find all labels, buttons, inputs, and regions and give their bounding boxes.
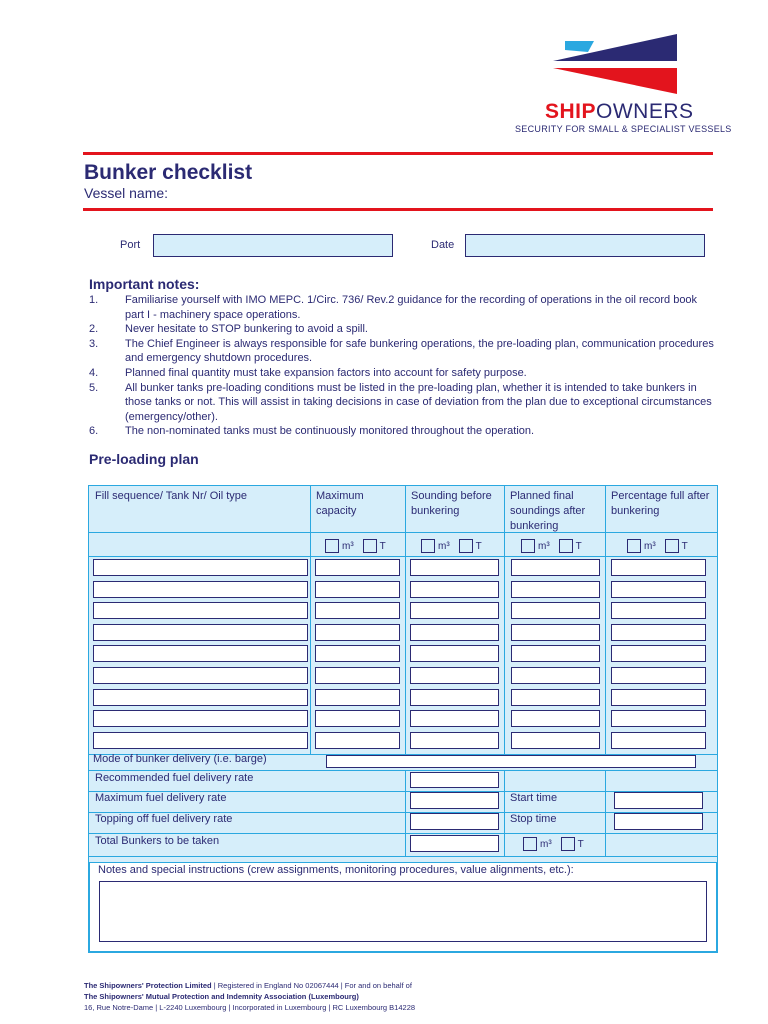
- table-cell-input[interactable]: [315, 559, 400, 576]
- m3-checkbox[interactable]: [627, 539, 641, 553]
- tonnes-checkbox[interactable]: [559, 539, 573, 553]
- special-instructions-input[interactable]: [99, 881, 707, 942]
- table-cell-input[interactable]: [511, 624, 600, 641]
- table-cell-input[interactable]: [315, 710, 400, 727]
- list-item: 3. The Chief Engineer is always responsible for safe bunkering operations, the pre-loading plan, communication procedures and emergency shutdown procedures.: [89, 337, 714, 365]
- preloading-plan-heading: Pre-loading plan: [89, 451, 199, 467]
- important-notes-heading: Important notes:: [89, 276, 200, 292]
- table-cell-input[interactable]: [315, 645, 400, 662]
- list-item: 4. Planned final quantity must take expansion factors into account for safety purpose.: [89, 366, 527, 379]
- table-cell-input[interactable]: [511, 667, 600, 684]
- date-input[interactable]: [465, 234, 705, 257]
- mode-label: Mode of bunker delivery (i.e. barge): [93, 753, 267, 765]
- table-cell-input[interactable]: [410, 581, 499, 598]
- table-cell-input[interactable]: [93, 667, 308, 684]
- table-cell-input[interactable]: [611, 732, 706, 749]
- mode-input[interactable]: [326, 755, 696, 768]
- table-cell-input[interactable]: [93, 602, 308, 619]
- table-cell-input[interactable]: [511, 581, 600, 598]
- divider-bottom: [83, 208, 713, 211]
- topping-rate-input[interactable]: [410, 813, 499, 830]
- table-cell-input[interactable]: [93, 732, 308, 749]
- table-cell-input[interactable]: [511, 602, 600, 619]
- total-bunkers-input[interactable]: [410, 835, 499, 852]
- total-bunkers-label: Total Bunkers to be taken: [95, 835, 220, 847]
- special-instructions-label: Notes and special instructions (crew assignments, monitoring procedures, value alignments, etc.):: [98, 864, 574, 876]
- units-sounding-before: m³ T: [421, 539, 482, 553]
- header-fill-sequence: Fill sequence/ Tank Nr/ Oil type: [95, 490, 248, 502]
- header-maximum-capacity: Maximum capacity: [316, 490, 364, 517]
- recommended-rate-label: Recommended fuel delivery rate: [95, 772, 254, 784]
- units-total: m³ T: [523, 837, 584, 851]
- list-item: 5. All bunker tanks pre-loading conditions must be listed in the pre-loading plan, whether it is intended to take bunkers in those tanks or not. This will assist in taking decisions in case of deviation from the plan due to exceptional circumstances (emergency/other).: [89, 381, 712, 423]
- table-cell-input[interactable]: [611, 667, 706, 684]
- tonnes-checkbox[interactable]: [561, 837, 575, 851]
- m3-checkbox[interactable]: [523, 837, 537, 851]
- table-cell-input[interactable]: [315, 732, 400, 749]
- table-cell-input[interactable]: [410, 732, 499, 749]
- units-capacity: m³ T: [325, 539, 386, 553]
- table-cell-input[interactable]: [410, 667, 499, 684]
- table-cell-input[interactable]: [410, 559, 499, 576]
- table-cell-input[interactable]: [315, 602, 400, 619]
- table-cell-input[interactable]: [511, 710, 600, 727]
- table-cell-input[interactable]: [410, 602, 499, 619]
- table-cell-input[interactable]: [410, 710, 499, 727]
- m3-checkbox[interactable]: [521, 539, 535, 553]
- table-cell-input[interactable]: [93, 710, 308, 727]
- preloading-plan-table: [88, 485, 718, 953]
- max-rate-label: Maximum fuel delivery rate: [95, 792, 227, 804]
- table-cell-input[interactable]: [315, 667, 400, 684]
- recommended-rate-input[interactable]: [410, 772, 499, 788]
- m3-checkbox[interactable]: [421, 539, 435, 553]
- table-cell-input[interactable]: [611, 559, 706, 576]
- table-cell-input[interactable]: [315, 624, 400, 641]
- notes-list: [89, 293, 719, 439]
- topping-rate-label: Topping off fuel delivery rate: [95, 813, 233, 825]
- start-time-label: Start time: [510, 792, 558, 804]
- table-cell-input[interactable]: [511, 645, 600, 662]
- table-cell-input[interactable]: [93, 581, 308, 598]
- table-cell-input[interactable]: [315, 581, 400, 598]
- header-sounding-before: Sounding before bunkering: [411, 490, 492, 517]
- page-title: Bunker checklist: [84, 161, 253, 184]
- tonnes-checkbox[interactable]: [459, 539, 473, 553]
- shipowners-logo-icon: [548, 32, 682, 98]
- table-cell-input[interactable]: [611, 710, 706, 727]
- port-label: Port: [120, 239, 141, 251]
- units-planned-final: m³ T: [521, 539, 582, 553]
- table-cell-input[interactable]: [410, 689, 499, 706]
- table-cell-input[interactable]: [93, 559, 308, 576]
- tonnes-checkbox[interactable]: [363, 539, 377, 553]
- table-cell-input[interactable]: [511, 689, 600, 706]
- footer: The Shipowners' Protection Limited | Registered in England No 02067444 | For and on behalf of The Shipowners' Mutual Protection and Indemnity Association (Luxembourg) 16, Rue Notre-Dame | L-2240 Luxembourg | Incorporated in Luxembourg | RC Luxembourg B14228: [84, 981, 416, 1012]
- table-cell-input[interactable]: [611, 581, 706, 598]
- list-item: 1. Familiarise yourself with IMO MEPC. 1/Circ. 736/ Rev.2 guidance for the recording of operations in the oil record book part I - machinery space operations.: [89, 294, 698, 321]
- table-cell-input[interactable]: [93, 624, 308, 641]
- stop-time-label: Stop time: [510, 813, 557, 825]
- table-cell-input[interactable]: [611, 689, 706, 706]
- divider-top: [83, 152, 713, 155]
- list-item: 2. Never hesitate to STOP bunkering to avoid a spill.: [89, 323, 368, 336]
- table-cell-input[interactable]: [410, 624, 499, 641]
- table-cell-input[interactable]: [511, 559, 600, 576]
- tonnes-checkbox[interactable]: [665, 539, 679, 553]
- port-input[interactable]: [153, 234, 393, 257]
- vessel-name-label: Vessel name:: [84, 185, 169, 201]
- list-item: 6. The non-nominated tanks must be continuously monitored throughout the operation.: [89, 425, 535, 438]
- table-cell-input[interactable]: [93, 689, 308, 706]
- header-percentage-full: Percentage full after bunkering: [611, 490, 710, 517]
- table-cell-input[interactable]: [511, 732, 600, 749]
- brand-tagline: SECURITY FOR SMALL & SPECIALIST VESSELS: [515, 124, 732, 134]
- special-instructions-box: [89, 862, 717, 952]
- table-cell-input[interactable]: [611, 602, 706, 619]
- start-time-input[interactable]: [614, 792, 703, 809]
- table-cell-input[interactable]: [611, 645, 706, 662]
- table-cell-input[interactable]: [611, 624, 706, 641]
- table-cell-input[interactable]: [93, 645, 308, 662]
- m3-checkbox[interactable]: [325, 539, 339, 553]
- header-planned-final: Planned final soundings after bunkering: [510, 490, 586, 532]
- max-rate-input[interactable]: [410, 792, 499, 809]
- units-percentage: m³ T: [627, 539, 688, 553]
- table-cell-input[interactable]: [410, 645, 499, 662]
- date-label: Date: [431, 239, 455, 251]
- stop-time-input[interactable]: [614, 813, 703, 830]
- table-cell-input[interactable]: [315, 689, 400, 706]
- brand-name: SHIPOWNERS: [545, 100, 694, 123]
